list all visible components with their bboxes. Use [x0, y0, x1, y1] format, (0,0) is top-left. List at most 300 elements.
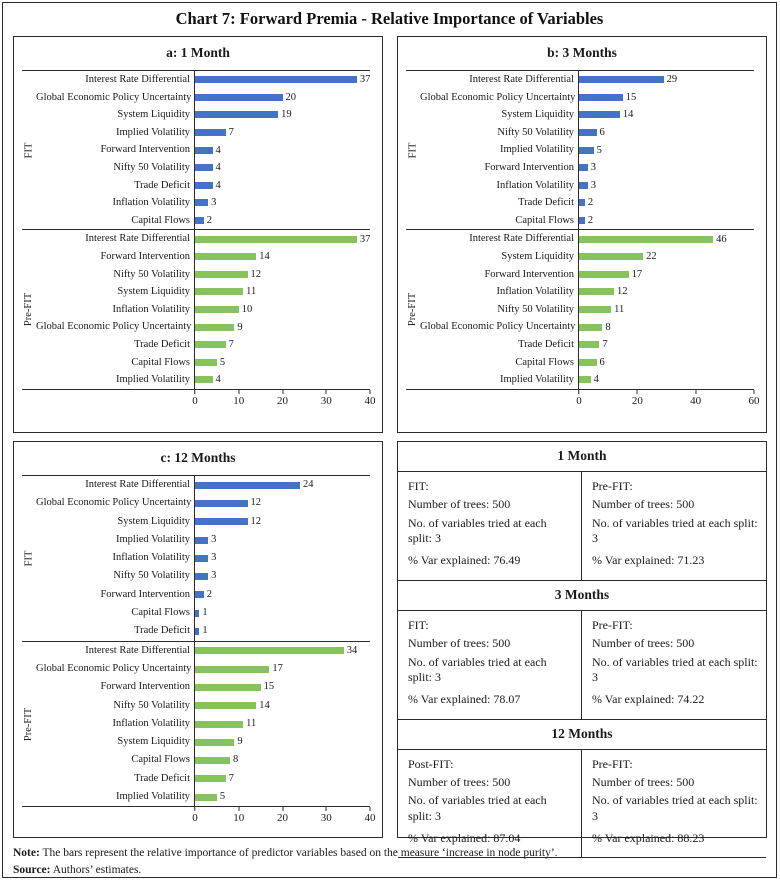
bar-row: [195, 354, 370, 372]
category-label: Global Economic Policy Uncertainty: [36, 91, 192, 103]
x-tick-mark: [195, 390, 196, 394]
bar-value: 4: [593, 374, 599, 386]
bar: [195, 376, 213, 383]
axis-group: [22, 71, 370, 230]
group-label-cell: [22, 642, 36, 807]
panel-3-months: [397, 36, 767, 433]
bar: [195, 217, 204, 224]
bar-row: [579, 336, 754, 354]
table-section-title: 1 Month: [398, 442, 766, 472]
bar-row: [195, 751, 370, 769]
panel-12-months: [13, 441, 383, 838]
chart-12-months: [22, 475, 376, 831]
bar-value: 8: [605, 321, 611, 333]
x-tick: [690, 390, 701, 407]
x-tick-mark: [238, 807, 239, 811]
category-label: Global Economic Policy Uncertainty: [420, 91, 576, 103]
category-label: Nifty 50 Volatility: [113, 699, 190, 711]
bar: [579, 94, 623, 101]
bar-value: 10: [241, 304, 253, 316]
bar: [195, 666, 269, 673]
category-label: Inflation Volatility: [112, 197, 190, 209]
table-var-explained: % Var explained: 74.22: [592, 692, 705, 707]
bar-row: [195, 513, 370, 531]
bar-value: 3: [211, 570, 217, 582]
category-label: Interest Rate Differential: [85, 644, 190, 656]
table-cell: [398, 611, 582, 719]
bar-value: 37: [359, 74, 371, 86]
bar: [579, 288, 614, 295]
x-tick: [233, 807, 244, 824]
table-cell-header: Pre-FIT:: [592, 479, 633, 493]
table-line: No. of variables tried at each split: 3: [408, 515, 547, 546]
group-label-cell: [406, 71, 420, 229]
x-tick-label: 0: [576, 394, 582, 407]
bar: [195, 647, 344, 654]
bar-row: [195, 336, 370, 354]
table-var-explained: % Var explained: 88.23: [592, 831, 705, 846]
bar: [195, 573, 208, 580]
bar-value: 6: [599, 127, 605, 139]
bar: [195, 684, 261, 691]
bar-value: 1: [202, 607, 208, 619]
category-column: [420, 230, 578, 388]
category-label: Forward Intervention: [484, 268, 574, 280]
bar: [195, 236, 357, 243]
table-section-title: 3 Months: [398, 581, 766, 611]
bar-value: 2: [587, 197, 594, 209]
x-tick-mark: [326, 807, 327, 811]
chart-body: [22, 70, 370, 390]
category-label: Implied Volatility: [116, 374, 190, 386]
bar-value: 4: [215, 374, 221, 386]
bar-row: [195, 283, 370, 301]
bar: [195, 76, 357, 83]
category-label: Trade Deficit: [134, 625, 190, 637]
category-label: System Liquidity: [501, 250, 574, 262]
bar-value: 37: [359, 233, 371, 245]
bar: [579, 147, 594, 154]
category-label: Interest Rate Differential: [85, 74, 190, 85]
bar-value: 11: [614, 304, 625, 316]
group-label-cell: [406, 230, 420, 388]
plot-area: [578, 71, 754, 229]
bar-row: [579, 318, 754, 336]
bar-row: [195, 642, 370, 660]
stats-panel: [397, 441, 767, 846]
category-label: Inflation Volatility: [112, 303, 190, 315]
table-line: No. of variables tried at each split: 3: [592, 515, 758, 546]
bar: [195, 253, 256, 260]
bar-row: [195, 622, 370, 640]
bar-row: [195, 318, 370, 336]
category-label: Nifty 50 Volatility: [113, 161, 190, 173]
plot-area: [194, 476, 370, 641]
bar-value: 5: [596, 144, 602, 156]
table-line: Number of trees: 500: [592, 497, 695, 512]
bar: [579, 324, 602, 331]
bar-value: 22: [646, 251, 657, 263]
bar-row: [195, 678, 370, 696]
category-label: Nifty 50 Volatility: [113, 570, 190, 582]
group-label: FIT: [23, 550, 35, 567]
bar-row: [579, 141, 754, 159]
stats-table: [398, 442, 766, 858]
table-line: No. of variables tried at each split: 3: [592, 654, 758, 684]
bar: [195, 306, 239, 313]
source-label: Source:: [13, 863, 51, 876]
bar-value: 2: [206, 215, 212, 227]
x-tick: [321, 390, 332, 407]
x-tick-label: 40: [364, 394, 376, 407]
bar: [195, 500, 248, 507]
bar: [195, 147, 213, 154]
category-label: Global Economic Policy Uncertainty: [36, 662, 192, 674]
bar: [195, 129, 226, 136]
figure-title: Chart 7: Forward Premia - Relative Importance of Variables: [175, 9, 604, 28]
bar-row: [195, 194, 370, 212]
table-line: Number of trees: 500: [408, 636, 511, 651]
bar: [195, 610, 199, 617]
bar-value: 2: [206, 588, 212, 600]
x-axis-inner: [576, 390, 760, 414]
category-label: Nifty 50 Volatility: [113, 268, 190, 280]
x-tick-label: 60: [748, 394, 760, 407]
bar-row: [579, 71, 754, 89]
x-tick-mark: [282, 807, 283, 811]
bar-row: [579, 283, 754, 301]
category-label: Trade Deficit: [134, 338, 190, 350]
bar-value: 3: [590, 162, 596, 174]
bar-value: 29: [666, 74, 678, 86]
x-tick: [233, 390, 244, 407]
x-tick-label: 30: [320, 812, 332, 825]
category-column: [36, 71, 194, 229]
group-label: Pre-FIT: [407, 292, 419, 327]
bar-row: [195, 301, 370, 319]
category-label: Inflation Volatility: [496, 179, 574, 191]
x-tick-mark: [326, 390, 327, 394]
bar-value: 11: [246, 717, 257, 729]
panel-1-month-title: a: 1 Month: [166, 45, 230, 60]
bar: [195, 794, 217, 801]
group-label: Pre-FIT: [23, 292, 35, 327]
x-tick-label: 20: [631, 394, 643, 407]
category-label: Inflation Volatility: [112, 717, 190, 729]
panel-12-months-title: c: 12 Months: [160, 450, 236, 465]
table-cell-header: Pre-FIT:: [592, 756, 633, 771]
bar-row: [195, 159, 370, 177]
bar-value: 14: [259, 699, 270, 711]
bar: [579, 217, 585, 224]
source-text: Authors’ estimates.: [50, 863, 142, 876]
table-section-body: [398, 472, 766, 581]
bar-row: [195, 697, 370, 715]
group-label-cell: [22, 71, 36, 229]
bar-row: [195, 266, 370, 284]
group-label: FIT: [23, 142, 35, 159]
category-label: Forward Intervention: [484, 161, 574, 173]
bar-row: [195, 89, 370, 107]
category-label: Nifty 50 Volatility: [497, 303, 574, 315]
bar: [195, 775, 226, 782]
category-label: Trade Deficit: [518, 338, 574, 350]
table-cell: [398, 750, 582, 858]
bar-value: 12: [617, 286, 628, 298]
bar-row: [195, 248, 370, 266]
bar: [579, 271, 629, 278]
bar: [579, 236, 713, 243]
category-column: [36, 230, 194, 388]
table-section: [398, 720, 766, 859]
category-label: Interest Rate Differential: [469, 74, 574, 85]
bar-row: [579, 248, 754, 266]
axis-group: [406, 230, 754, 389]
table-var-explained: % Var explained: 87.04: [408, 831, 521, 846]
bar: [195, 111, 278, 118]
axis-group: [22, 476, 370, 642]
x-axis-inner: [192, 390, 376, 414]
bar-row: [195, 788, 370, 806]
bar-value: 2: [587, 215, 594, 227]
category-label: System Liquidity: [117, 286, 190, 298]
chart-body: [406, 70, 754, 390]
bar-value: 7: [602, 339, 608, 351]
bar-value: 19: [281, 109, 292, 121]
bar-value: 3: [211, 552, 217, 564]
bar-row: [579, 354, 754, 372]
bar-row: [195, 124, 370, 142]
bar-row: [579, 301, 754, 319]
bar-row: [195, 106, 370, 124]
x-tick-label: 20: [277, 394, 288, 407]
x-axis: [22, 390, 376, 414]
x-tick: [277, 390, 288, 407]
bar: [195, 739, 234, 746]
bar-value: 12: [250, 497, 261, 509]
bar-value: 20: [285, 91, 296, 103]
x-tick-mark: [238, 390, 239, 394]
x-tick: [365, 807, 376, 824]
bar-row: [579, 230, 754, 248]
bar: [579, 76, 664, 83]
bar-value: 4: [215, 179, 221, 191]
category-label: Implied Volatility: [500, 144, 574, 156]
plot-area: [194, 230, 370, 388]
bar-value: 12: [250, 515, 261, 527]
table-var-explained: % Var explained: 71.23: [592, 553, 705, 568]
bar-value: 11: [246, 286, 257, 298]
category-column: [36, 476, 194, 641]
bar: [579, 341, 599, 348]
bar: [195, 757, 230, 764]
category-label: Implied Volatility: [116, 791, 190, 803]
note-text: The bars represent the relative importance of predictor variables based on the measure ‘increase in node purity’.: [39, 847, 558, 859]
bar-row: [579, 177, 754, 195]
x-tick-mark: [282, 390, 283, 394]
bar: [195, 94, 283, 101]
bar-row: [195, 494, 370, 512]
x-tick-mark: [370, 390, 371, 394]
bar: [579, 199, 585, 206]
bar: [195, 164, 213, 171]
category-label: Implied Volatility: [116, 533, 190, 545]
bar: [195, 199, 208, 206]
x-tick: [192, 807, 198, 824]
bar-row: [195, 371, 370, 389]
bar-row: [195, 141, 370, 159]
source-line: [13, 862, 558, 879]
category-label: Interest Rate Differential: [469, 233, 574, 245]
x-tick-mark: [754, 390, 755, 394]
category-label: Trade Deficit: [134, 179, 190, 191]
x-axis: [406, 390, 760, 414]
plot-area: [194, 71, 370, 229]
bar: [579, 376, 591, 383]
table-line: No. of variables tried at each split: 3: [408, 793, 547, 823]
x-tick: [749, 390, 760, 407]
chart-1-month: [22, 70, 376, 414]
bar-row: [195, 230, 370, 248]
group-label-cell: [22, 230, 36, 388]
bar-row: [195, 549, 370, 567]
bar: [195, 324, 234, 331]
bar-row: [579, 266, 754, 284]
bar: [195, 271, 248, 278]
x-tick-mark: [695, 390, 696, 394]
table-cell: [398, 472, 582, 580]
bar: [579, 164, 588, 171]
category-label: Capital Flows: [131, 754, 190, 766]
category-label: Capital Flows: [515, 214, 574, 226]
table-section-body: [398, 750, 766, 859]
bar-value: 7: [228, 772, 234, 784]
bar-value: 12: [250, 268, 261, 280]
table-section: [398, 581, 766, 720]
bar: [195, 518, 248, 525]
bar-row: [579, 124, 754, 142]
x-tick-label: 40: [690, 394, 702, 407]
bar: [195, 288, 243, 295]
category-label: Interest Rate Differential: [85, 233, 190, 245]
category-label: Forward Intervention: [100, 588, 190, 600]
bar-row: [195, 212, 370, 230]
bar-value: 3: [211, 533, 217, 545]
category-label: Inflation Volatility: [496, 286, 574, 298]
x-tick-mark: [370, 807, 371, 811]
x-tick-label: 0: [192, 394, 198, 407]
bar-value: 9: [237, 736, 243, 748]
table-var-explained: % Var explained: 76.49: [408, 553, 521, 568]
x-tick-label: 0: [192, 812, 198, 825]
bar-row: [195, 715, 370, 733]
bar-value: 3: [211, 197, 217, 209]
bar-row: [195, 476, 370, 494]
category-label: Capital Flows: [515, 356, 574, 368]
note-label: Note:: [13, 847, 40, 859]
x-tick-mark: [195, 807, 196, 811]
bar-value: 34: [346, 644, 358, 656]
bar-value: 24: [303, 479, 314, 490]
category-label: Capital Flows: [131, 356, 190, 368]
table-line: Number of trees: 500: [408, 497, 511, 512]
bar: [579, 253, 643, 260]
bar-row: [195, 567, 370, 585]
category-label: Forward Intervention: [100, 144, 190, 156]
bar-row: [195, 660, 370, 678]
bar: [579, 129, 597, 136]
bar-row: [579, 194, 754, 212]
bar-value: 8: [233, 754, 239, 766]
x-tick-mark: [637, 390, 638, 394]
bar: [195, 182, 213, 189]
bar-value: 4: [215, 162, 221, 174]
footer-notes: [13, 845, 558, 878]
x-tick: [576, 390, 582, 407]
x-tick: [321, 807, 332, 824]
bar: [195, 537, 208, 544]
table-line: No. of variables tried at each split: 3: [592, 793, 758, 823]
bar-value: 7: [228, 127, 234, 139]
bar: [195, 628, 199, 635]
plot-area: [194, 642, 370, 807]
bar-value: 5: [219, 356, 226, 368]
table-section-title: 12 Months: [398, 720, 766, 750]
category-label: Forward Intervention: [100, 681, 190, 693]
category-label: System Liquidity: [501, 109, 574, 121]
category-label: System Liquidity: [117, 109, 190, 121]
table-cell-header: Pre-FIT:: [592, 617, 633, 632]
bar: [195, 555, 208, 562]
category-label: Trade Deficit: [134, 772, 190, 784]
table-section: [398, 442, 766, 581]
bar: [195, 482, 300, 489]
panels-grid: [13, 36, 767, 846]
table-line: Number of trees: 500: [592, 636, 695, 651]
table-cell: [582, 472, 766, 580]
x-axis-inner: [192, 807, 376, 831]
x-tick: [277, 807, 288, 824]
bar-value: 5: [219, 791, 226, 803]
bar-row: [195, 733, 370, 751]
table-cell-header: FIT:: [408, 479, 429, 493]
chart-3-months: [406, 70, 760, 414]
category-label: Implied Volatility: [116, 126, 190, 138]
bar-value: 15: [625, 91, 637, 103]
axis-group: [406, 71, 754, 230]
table-var-explained: % Var explained: 78.07: [408, 692, 521, 707]
bar-row: [195, 586, 370, 604]
x-tick-label: 20: [277, 812, 288, 825]
table-cell: [582, 750, 766, 858]
bar-row: [579, 371, 754, 389]
category-label: Implied Volatility: [500, 374, 574, 386]
x-tick-label: 30: [320, 394, 332, 407]
x-tick: [192, 390, 198, 407]
bar-value: 4: [215, 144, 221, 156]
bar-row: [195, 604, 370, 622]
x-tick-mark: [579, 390, 580, 394]
x-tick: [632, 390, 643, 407]
category-label: Global Economic Policy Uncertainty: [36, 497, 192, 509]
category-label: Global Economic Policy Uncertainty: [420, 321, 576, 333]
bar-row: [195, 770, 370, 788]
category-label: Inflation Volatility: [112, 552, 190, 564]
bar-row: [195, 177, 370, 195]
bar-value: 14: [622, 109, 634, 121]
group-label: FIT: [407, 142, 419, 159]
category-label: System Liquidity: [117, 515, 190, 527]
